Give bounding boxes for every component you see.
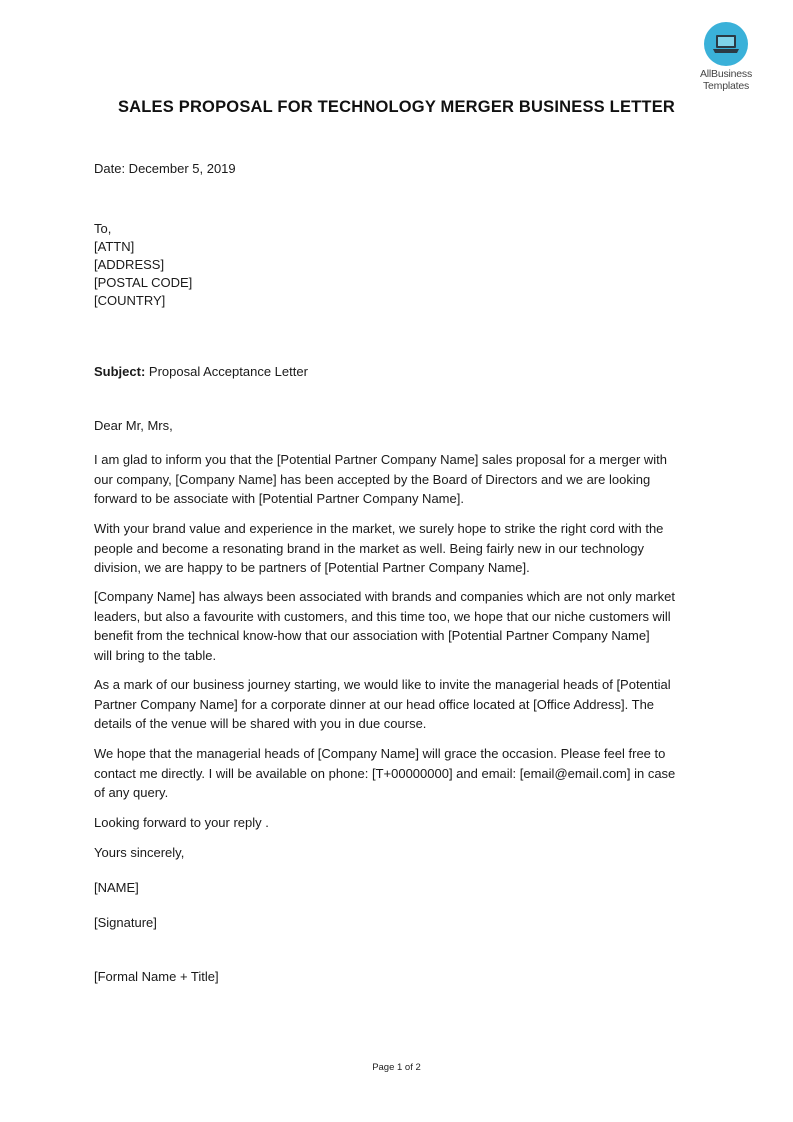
body-paragraph-2 [94,519,704,578]
document-title: SALES PROPOSAL FOR TECHNOLOGY MERGER BUSINESS LETTER [117,98,676,116]
paragraph-line: As a mark of our business journey starting, we would like to invite the managerial heads of [Potential [94,677,671,692]
paragraph-line: forward to be associate with [Potential Partner Company Name]. [94,491,464,506]
paragraph-line: people and become a resonating brand in the market as well. Being fairly new in our technology [94,540,644,556]
body-paragraph-5 [94,744,704,803]
subject-text: Proposal Acceptance Letter [148,364,308,379]
paragraph-line: division, we are happy to be partners of [Potential Partner Company Name]. [94,560,530,575]
salutation: Dear Mr, Mrs, [94,418,173,433]
logo-badge [704,22,748,66]
paragraph-line: Partner Company Name] for a corporate dinner at our head office located at [Office Address]. The [94,696,655,712]
paragraph-line: We hope that the managerial heads of [Company Name] will grace the occasion. Please feel free to [94,746,666,761]
date-line: Date: December 5, 2019 [94,161,236,176]
paragraph-line: [Company Name] has always been associated with brands and companies which are not only market [94,589,675,604]
sender-formal-name: [Formal Name + Title] [94,969,219,984]
logo-line-2: Templates [702,80,750,92]
laptop-icon [704,22,748,66]
paragraph-line: our company, [Company Name] has been accepted by the Board of Directors and we are looking [94,471,651,487]
paragraph-line: will bring to the table. [94,647,217,663]
paragraph-line: I am glad to inform you that the [Potential Partner Company Name] sales proposal for a merger with [94,452,667,467]
paragraph-line: of any query. [94,785,169,800]
address-street: [ADDRESS] [94,257,165,272]
body-paragraph-4 [94,675,704,734]
paragraph-line: contact me directly. I will be available on phone: [T+00000000] and email: [email@email.com] in case [94,765,676,781]
address-postal-code: [POSTAL CODE] [94,275,193,290]
closing-forward: Looking forward to your reply . [94,815,269,830]
paragraph-line: benefit from the technical know-how that our association with [Potential Partner Company Name] [94,628,650,643]
body-paragraph-3 [94,587,704,665]
closing-sincerely: Yours sincerely, [94,845,185,860]
subject-line [94,363,308,381]
paragraph-line: With your brand value and experience in the market, we surely hope to strike the right cord with the [94,521,664,536]
page-number: Page 1 of 2 [372,1062,421,1073]
sender-name: [NAME] [94,880,139,895]
body-paragraph-1 [94,450,704,509]
address-to: To, [94,221,112,236]
sender-signature: [Signature] [94,915,157,930]
logo-text [690,68,762,92]
address-attn: [ATTN] [94,239,135,254]
logo-line-1: AllBusiness [699,68,753,80]
paragraph-line: details of the venue will be shared with you in due course. [94,716,427,731]
subject-label: Subject: [94,364,146,379]
address-country: [COUNTRY] [94,293,166,308]
brand-logo [690,22,762,92]
paragraph-line: leaders, but also a favourite with customers, and this time too, we hope that our niche customers will [94,608,671,624]
